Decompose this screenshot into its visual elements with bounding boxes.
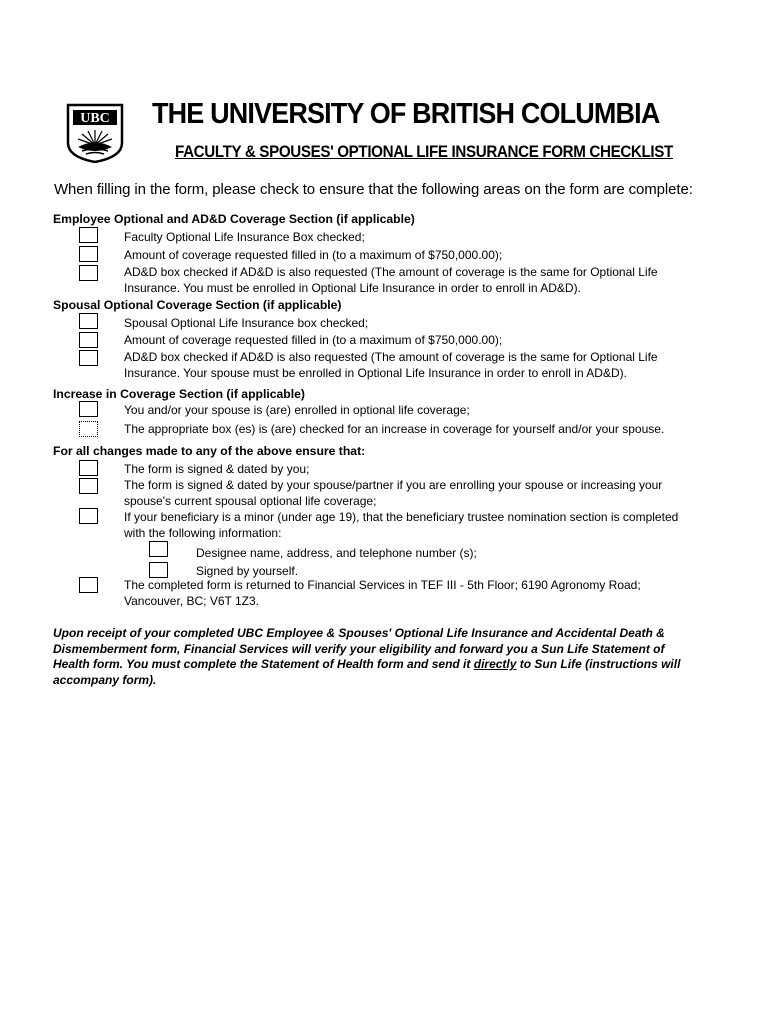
checkbox-employee-add[interactable] [79, 265, 98, 281]
form-checklist-title: FACULTY & SPOUSES' OPTIONAL LIFE INSURANCE FORM CHECKLIST [175, 143, 673, 161]
section-heading-increase: Increase in Coverage Section (if applicable) [53, 387, 305, 401]
checkbox-signed-by-yourself[interactable] [149, 562, 168, 578]
section-heading-employee: Employee Optional and AD&D Coverage Section (if applicable) [53, 212, 415, 226]
checkbox-signed-by-spouse[interactable] [79, 478, 98, 494]
checklist-item: Amount of coverage requested filled in (to a maximum of $750,000.00); [124, 248, 503, 262]
checklist-item: AD&D box checked if AD&D is also requested (The amount of coverage is the same for Optional Life Insurance. You must be enrolled in Optional Life Insurance in order to enroll in AD&D). [124, 265, 658, 295]
checklist-item: If your beneficiary is a minor (under age 19), that the beneficiary trustee nomination section is completed with the following information: [124, 510, 679, 540]
checklist-item: The completed form is returned to Financial Services in TEF III - 5th Floor; 6190 Agronomy Road; Vancouver, BC; V6T 1Z3. [124, 578, 641, 608]
university-title: THE UNIVERSITY OF BRITISH COLUMBIA [152, 98, 660, 130]
checklist-item: AD&D box checked if AD&D is also requested (The amount of coverage is the same for Optional Life Insurance. Your spouse must be enrolled in Optional Life Insurance in order to enroll in AD&D). [124, 350, 658, 380]
checklist-item: The form is signed & dated by your spouse/partner if you are enrolling your spouse or increasing your spouse's current spousal optional life coverage; [124, 478, 663, 508]
checkbox-enrolled-optional-life[interactable] [79, 401, 98, 417]
checkbox-beneficiary-minor[interactable] [79, 508, 98, 524]
checkbox-spousal-optional-life[interactable] [79, 313, 98, 329]
checkbox-form-returned[interactable] [79, 577, 98, 593]
checkbox-increase-box-checked[interactable] [79, 421, 98, 437]
section-heading-all-changes: For all changes made to any of the above ensure that: [53, 444, 366, 458]
logo-text: UBC [80, 111, 110, 126]
checklist-item: You and/or your spouse is (are) enrolled in optional life coverage; [124, 403, 470, 417]
ubc-logo [66, 103, 124, 163]
checkbox-designee-info[interactable] [149, 541, 168, 557]
checklist-item: The appropriate box (es) is (are) checked for an increase in coverage for yourself and/or your spouse. [124, 422, 665, 436]
checklist-subitem: Signed by yourself. [196, 564, 299, 578]
closing-note: Upon receipt of your completed UBC Employee & Spouses' Optional Life Insurance and Accidental Death & Dismemberment form, Financial Services will verify your eligibility and forward you a Sun Life Statement of Health form. You must complete the Statement of Health form and send it directly to Sun Life (instructions will accompany form). [53, 626, 681, 687]
checklist-subitem: Designee name, address, and telephone number (s); [196, 546, 477, 560]
checkbox-faculty-optional-life[interactable] [79, 227, 98, 243]
section-heading-spousal: Spousal Optional Coverage Section (if applicable) [53, 298, 342, 312]
checkbox-spousal-coverage-amount[interactable] [79, 332, 98, 348]
checklist-item: Amount of coverage requested filled in (to a maximum of $750,000.00); [124, 333, 503, 347]
checkbox-employee-coverage-amount[interactable] [79, 246, 98, 262]
intro-text: When filling in the form, please check to ensure that the following areas on the form are complete: [54, 181, 693, 198]
emphasis-directly: directly [473, 657, 517, 672]
checkbox-spousal-add[interactable] [79, 350, 98, 366]
checklist-item: The form is signed & dated by you; [124, 462, 310, 476]
checklist-item: Faculty Optional Life Insurance Box checked; [124, 230, 365, 244]
checkbox-signed-by-you[interactable] [79, 460, 98, 476]
checklist-item: Spousal Optional Life Insurance box checked; [124, 316, 369, 330]
